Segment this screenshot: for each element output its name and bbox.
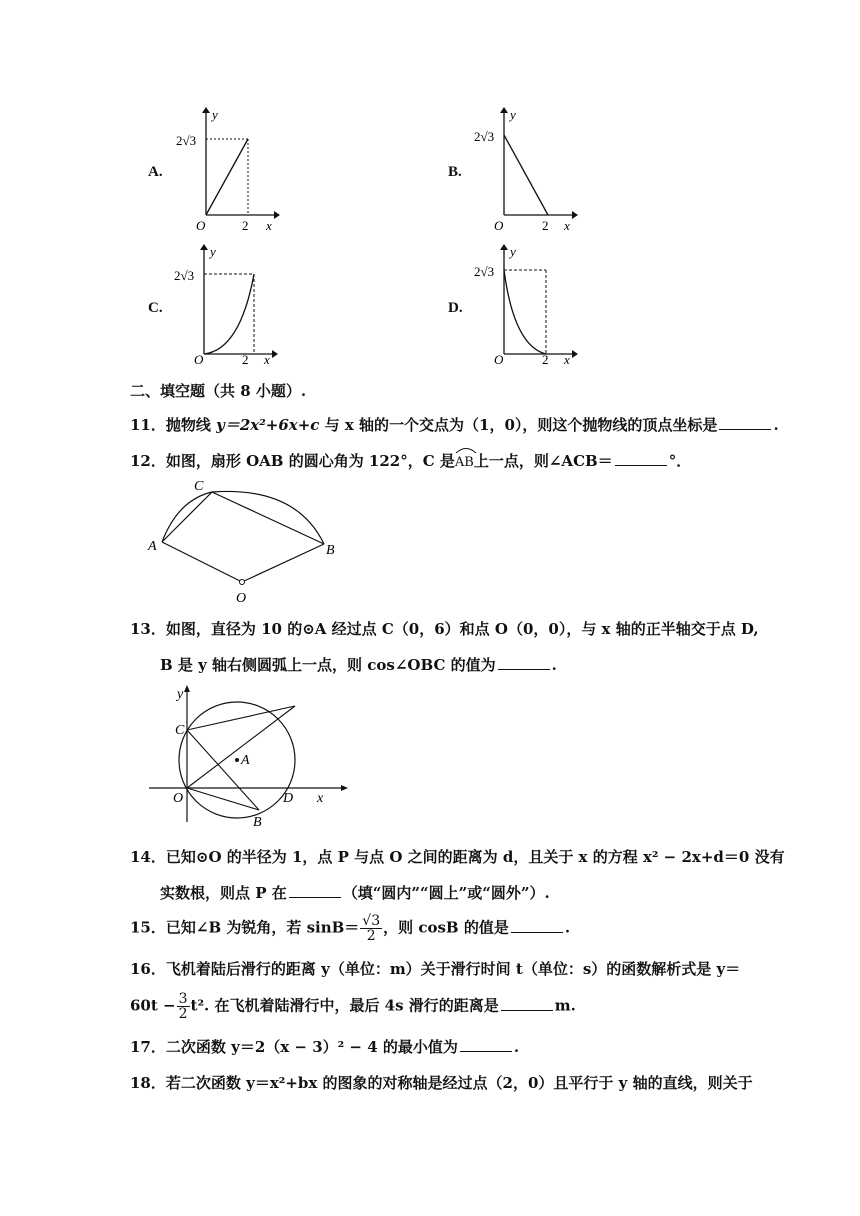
y-axis-label: y [510, 244, 516, 259]
question-number: 15． [130, 918, 166, 937]
x-axis-label: x [264, 352, 270, 367]
point-d-label: D [283, 791, 294, 806]
option-a-label: A. [148, 164, 163, 180]
question-text: 抛物线 [165, 416, 217, 434]
question-number: 18． [130, 1074, 166, 1092]
point-o-label: O [173, 791, 184, 806]
question-text: 上一点，则∠ACB＝ [473, 452, 613, 470]
option-d-graph [470, 240, 580, 370]
origin-label: O [494, 352, 504, 367]
question-17 [130, 1036, 519, 1058]
point-a-label: A [148, 539, 157, 554]
question-text: . [551, 656, 557, 674]
question-text: ，则 cosB 的值是 [383, 918, 509, 937]
question-text: 二次函数 y＝2（x − 3）² − 4 的最小值为 [165, 1038, 458, 1056]
question-text: . [564, 918, 571, 937]
option-d-label: D. [448, 300, 463, 316]
question-text: m. [554, 996, 576, 1015]
option-b-label: B. [448, 164, 462, 180]
question-13-line-1 [130, 618, 759, 640]
y-tick-label: 2√3 [474, 264, 495, 279]
y-axis-label: y [210, 244, 216, 259]
question-text: （填“圆内”“圆上”或“圆外”）. [342, 884, 550, 902]
x-tick-label: 2 [542, 218, 549, 233]
origin-label: O [196, 218, 206, 233]
question-text: B 是 y 轴右侧圆弧上一点，则 cos∠OBC 的值为 [160, 656, 496, 674]
answer-blank[interactable] [498, 655, 550, 670]
question-text: t². 在飞机着陆滑行中，最后 4s 滑行的距离是 [190, 996, 499, 1015]
fraction-denominator: 2 [178, 1006, 188, 1022]
x-axis-label: x [317, 791, 324, 806]
origin-label: O [194, 352, 204, 367]
question-number: 13． [130, 620, 166, 638]
option-c-label: C. [148, 300, 163, 316]
question-number: 16． [130, 960, 166, 978]
answer-blank[interactable] [511, 918, 563, 933]
x-axis-label: x [564, 218, 570, 233]
question-13-line-2 [160, 654, 557, 676]
circle-figure [145, 682, 350, 830]
x-tick-label: 2 [242, 352, 249, 367]
question-text: 60t − [130, 996, 176, 1015]
question-number: 11． [130, 416, 166, 434]
question-number: 14． [130, 848, 166, 866]
question-text: 已知⊙O 的半径为 1，点 P 与点 O 之间的距离为 d，且关于 x 的方程 x² − 2x+d＝0 没有 [165, 848, 785, 866]
question-12 [130, 450, 691, 474]
answer-blank[interactable] [289, 883, 341, 898]
x-tick-label: 2 [542, 352, 549, 367]
answer-blank[interactable] [719, 415, 771, 430]
y-axis-label: y [177, 687, 184, 702]
point-c-label: C [194, 479, 204, 494]
point-a-label: A [241, 753, 250, 768]
question-text: 已知∠B 为锐角，若 sinB＝ [165, 918, 360, 937]
y-tick-label: 2√3 [174, 268, 195, 283]
y-axis-label: y [212, 107, 218, 122]
question-11 [130, 414, 779, 436]
origin-label: O [494, 218, 504, 233]
option-b-graph [470, 105, 580, 235]
answer-blank[interactable] [501, 996, 553, 1011]
point-o-label: O [236, 591, 247, 606]
arc-ab [455, 452, 474, 474]
arc-label: AB [454, 455, 474, 470]
option-c-graph [170, 240, 280, 370]
question-text: °． [668, 452, 692, 470]
question-14-line-2 [160, 882, 550, 904]
question-text: . [513, 1038, 520, 1056]
question-text: . [773, 416, 779, 434]
y-tick-label: 2√3 [474, 129, 495, 144]
section-title: 二、填空题（共 8 小题）. [130, 382, 307, 400]
formula: y＝2x²+6x+c [216, 416, 320, 434]
fraction-numerator: √3 [362, 913, 381, 929]
question-text: 如图，扇形 OAB 的圆心角为 122°，C 是 [165, 452, 455, 470]
question-16-line-2 [130, 992, 576, 1021]
x-axis-label: x [266, 218, 272, 233]
fraction [177, 992, 190, 1021]
fraction-denominator: 2 [366, 928, 376, 944]
question-text: 如图，直径为 10 的⊙A 经过点 C（0，6）和点 O（0，0），与 x 轴的正半轴交于点 D, [165, 620, 759, 638]
question-14-line-1 [130, 846, 785, 868]
sector-figure [140, 478, 350, 606]
point-b-label: B [326, 543, 335, 558]
point-b-label: B [253, 815, 262, 830]
question-text: 实数根，则点 P 在 [160, 884, 287, 902]
y-axis-label: y [510, 107, 516, 122]
answer-blank[interactable] [460, 1037, 512, 1052]
option-a-graph [170, 105, 280, 235]
question-text: 与 x 轴的一个交点为（1，0），则这个抛物线的顶点坐标是 [319, 416, 718, 434]
fraction-numerator: 3 [178, 991, 188, 1007]
question-text: 飞机着陆后滑行的距离 y（单位：m）关于滑行时间 t（单位：s）的函数解析式是 y＝ [165, 960, 741, 978]
fraction [360, 914, 382, 943]
y-tick-label: 2√3 [176, 133, 197, 148]
x-tick-label: 2 [242, 218, 249, 233]
point-c-label: C [175, 723, 185, 738]
x-axis-label: x [564, 352, 570, 367]
answer-blank[interactable] [615, 451, 667, 466]
question-number: 12． [130, 452, 166, 470]
question-number: 17． [130, 1038, 166, 1056]
question-18 [130, 1072, 753, 1094]
question-15 [130, 914, 570, 943]
question-text: 若二次函数 y＝x²+bx 的图象的对称轴是经过点（2，0）且平行于 y 轴的直线，则关于 [165, 1074, 753, 1092]
question-16-line-1 [130, 958, 740, 980]
